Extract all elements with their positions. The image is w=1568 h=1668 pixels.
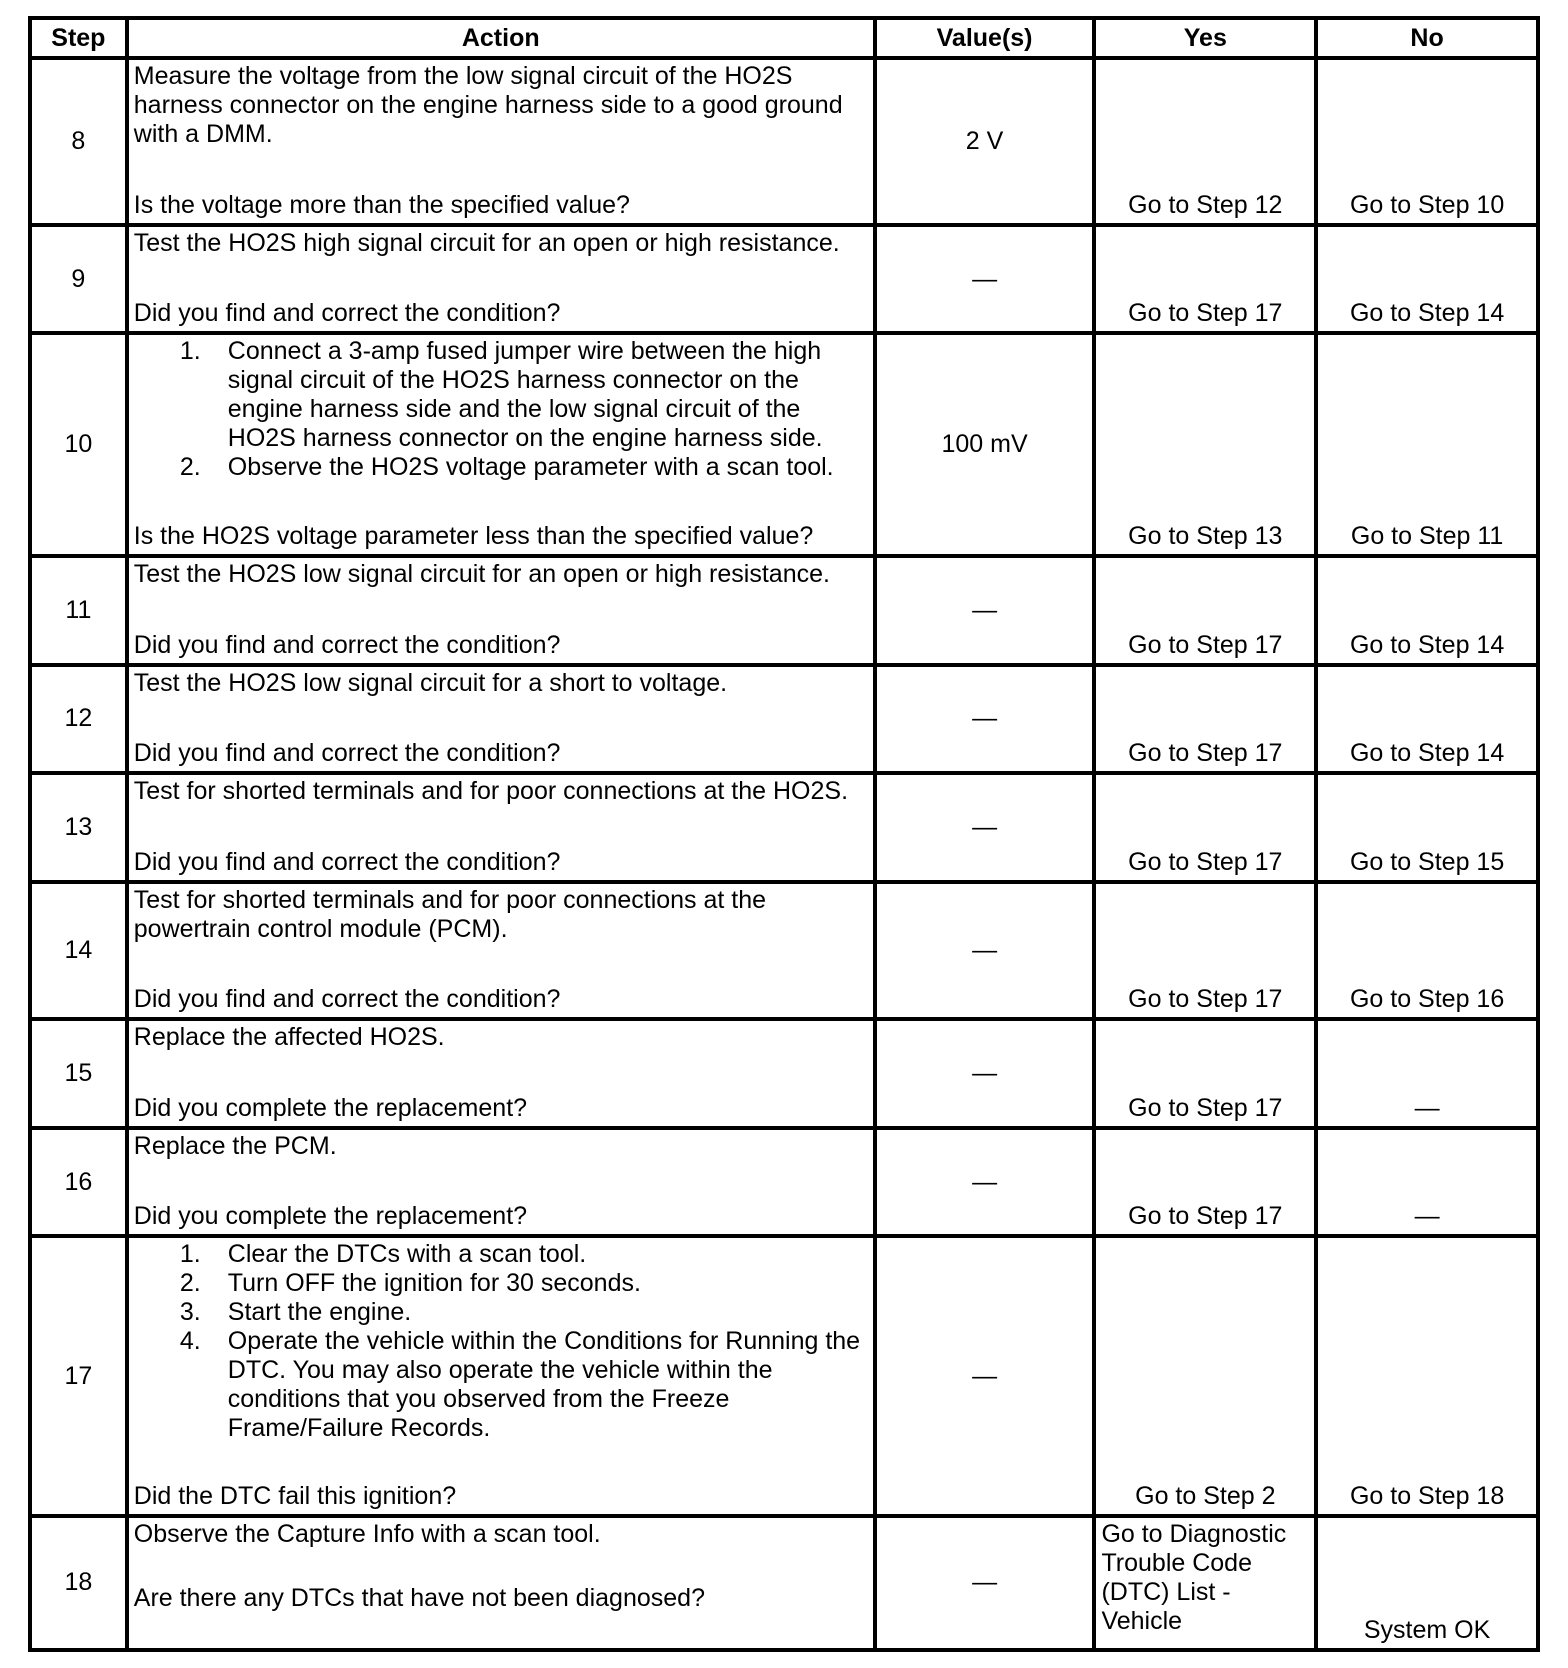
no-cell — [1316, 556, 1538, 665]
action-cell — [127, 225, 875, 334]
action-text: Test the HO2S low signal circuit for a short to voltage. — [133, 668, 728, 697]
step-number: 14 — [30, 882, 127, 1019]
value-cell: — — [875, 665, 1095, 774]
no-text: Go to Step 14 — [1349, 739, 1505, 768]
no-text: Go to Step 14 — [1349, 630, 1505, 659]
action-text: Replace the affected HO2S. — [133, 1023, 445, 1052]
yes-cell — [1094, 333, 1316, 556]
action-text: Test the HO2S low signal circuit for an open or high resistance. — [133, 559, 830, 588]
step-item-text: Operate the vehicle within the Conditions for Running the DTC. You may also operate the vehicle within the conditions that you observed from the Freeze Frame/Failure Records. — [227, 1327, 861, 1443]
step-item-number: 3. — [179, 1298, 201, 1327]
step-number: 16 — [30, 1128, 127, 1237]
no-text: — — [1414, 1202, 1440, 1231]
action-cell — [127, 1516, 875, 1650]
no-cell — [1316, 1236, 1538, 1516]
table-row — [30, 556, 1538, 665]
value-cell: — — [875, 1019, 1095, 1128]
yes-cell — [1094, 1128, 1316, 1237]
no-text: — — [1414, 1093, 1440, 1122]
yes-cell — [1094, 58, 1316, 225]
value-cell: — — [875, 773, 1095, 882]
header-row — [30, 18, 1538, 58]
action-question: Did the DTC fail this ignition? — [133, 1481, 457, 1510]
header-no: No — [1316, 18, 1538, 58]
value-cell: — — [875, 1236, 1095, 1516]
step-number: 12 — [30, 665, 127, 774]
action-cell — [127, 1019, 875, 1128]
action-step-item — [134, 1269, 873, 1298]
no-text: Go to Step 10 — [1349, 190, 1505, 219]
yes-text: Go to Step 17 — [1128, 739, 1283, 768]
action-step-item — [134, 1298, 873, 1327]
action-step-item — [134, 1240, 873, 1269]
yes-text: Go to Step 2 — [1135, 1481, 1276, 1510]
yes-text: Go to Step 17 — [1128, 630, 1283, 659]
action-text: Test for shorted terminals and for poor connections at the HO2S. — [133, 777, 849, 806]
value-cell: — — [875, 1516, 1095, 1650]
no-cell — [1316, 225, 1538, 334]
action-question: Are there any DTCs that have not been diagnosed? — [133, 1583, 705, 1612]
no-cell — [1316, 333, 1538, 556]
action-text: Observe the Capture Info with a scan tool. — [133, 1519, 601, 1548]
no-cell — [1316, 58, 1538, 225]
yes-text: Go to Step 13 — [1128, 521, 1283, 550]
action-text: Replace the PCM. — [133, 1131, 337, 1160]
value-cell: — — [875, 1128, 1095, 1237]
action-cell — [127, 773, 875, 882]
action-cell — [127, 556, 875, 665]
yes-text: Go to Step 17 — [1128, 299, 1283, 328]
yes-cell — [1094, 882, 1316, 1019]
table-row — [30, 1019, 1538, 1128]
action-step-item — [134, 1327, 873, 1443]
action-question: Did you find and correct the condition? — [133, 985, 561, 1014]
action-step-item — [134, 453, 873, 482]
no-text: Go to Step 11 — [1350, 521, 1504, 550]
header-yes: Yes — [1094, 18, 1316, 58]
value-cell: 100 mV — [875, 333, 1095, 556]
no-cell — [1316, 773, 1538, 882]
yes-text: Go to Step 17 — [1128, 985, 1283, 1014]
step-item-text: Clear the DTCs with a scan tool. — [227, 1240, 587, 1269]
yes-text: Go to Step 17 — [1128, 1202, 1283, 1231]
value-cell: — — [875, 882, 1095, 1019]
action-question: Did you find and correct the condition? — [133, 299, 561, 328]
action-cell — [127, 665, 875, 774]
action-question: Did you complete the replacement? — [133, 1093, 528, 1122]
header-values: Value(s) — [875, 18, 1095, 58]
step-number: 15 — [30, 1019, 127, 1128]
diagnostic-table — [28, 16, 1540, 1652]
header-step: Step — [30, 18, 127, 58]
yes-cell — [1094, 773, 1316, 882]
yes-cell — [1094, 1019, 1316, 1128]
action-text: Test the HO2S high signal circuit for an open or high resistance. — [133, 228, 840, 257]
step-item-number: 4. — [179, 1327, 201, 1356]
table-row — [30, 882, 1538, 1019]
action-cell — [127, 58, 875, 225]
value-cell: — — [875, 556, 1095, 665]
step-item-text: Start the engine. — [227, 1298, 412, 1327]
value-cell: — — [875, 225, 1095, 334]
no-cell — [1316, 1128, 1538, 1237]
action-cell — [127, 1236, 875, 1516]
action-cell — [127, 333, 875, 556]
step-item-number: 1. — [179, 337, 201, 366]
action-question: Is the HO2S voltage parameter less than the specified value? — [133, 521, 814, 550]
table-row — [30, 333, 1538, 556]
table-row — [30, 225, 1538, 334]
no-cell — [1316, 1019, 1538, 1128]
no-cell — [1316, 882, 1538, 1019]
no-text: Go to Step 14 — [1349, 299, 1505, 328]
step-number: 10 — [30, 333, 127, 556]
action-steps — [134, 1240, 873, 1443]
yes-text: Go to Step 17 — [1128, 847, 1283, 876]
action-question: Did you find and correct the condition? — [133, 630, 561, 659]
yes-cell — [1094, 1236, 1316, 1516]
step-item-text: Turn OFF the ignition for 30 seconds. — [227, 1269, 641, 1298]
table-row — [30, 1236, 1538, 1516]
action-steps — [134, 337, 873, 482]
table-row — [30, 773, 1538, 882]
yes-cell — [1094, 556, 1316, 665]
step-number: 8 — [30, 58, 127, 225]
no-text: System OK — [1363, 1616, 1491, 1644]
table-row — [30, 1516, 1538, 1650]
step-item-number: 1. — [179, 1240, 201, 1269]
step-number: 18 — [30, 1516, 127, 1650]
step-number: 13 — [30, 773, 127, 882]
action-question: Did you complete the replacement? — [133, 1202, 528, 1231]
step-item-text: Connect a 3-amp fused jumper wire between the high signal circuit of the HO2S harness connector on the engine harness side and the low signal circuit of the HO2S harness connector on the engine harness side. — [227, 337, 823, 453]
table-row — [30, 665, 1538, 774]
action-question: Is the voltage more than the specified value? — [133, 190, 630, 219]
action-question: Did you find and correct the condition? — [133, 739, 561, 768]
action-step-item — [134, 337, 873, 453]
action-cell — [127, 882, 875, 1019]
value-cell: 2 V — [875, 58, 1095, 225]
table-row — [30, 1128, 1538, 1237]
yes-cell — [1094, 1516, 1316, 1650]
no-text: Go to Step 18 — [1349, 1481, 1505, 1510]
step-number: 11 — [30, 556, 127, 665]
step-number: 9 — [30, 225, 127, 334]
yes-cell — [1094, 225, 1316, 334]
action-text: Test for shorted terminals and for poor connections at the powertrain control module (PCM). — [133, 885, 767, 943]
action-text: Measure the voltage from the low signal circuit of the HO2S harness connector on the engine harness side to a good ground with a DMM. — [133, 62, 843, 148]
yes-text: Go to Step 12 — [1128, 190, 1283, 219]
no-text: Go to Step 16 — [1349, 985, 1505, 1014]
step-number: 17 — [30, 1236, 127, 1516]
yes-link-dtc-list[interactable]: Go to Diagnostic Trouble Code (DTC) List - Vehicle — [1101, 1519, 1287, 1635]
no-text: Go to Step 15 — [1349, 847, 1505, 876]
step-item-number: 2. — [179, 453, 201, 482]
action-question: Did you find and correct the condition? — [133, 847, 561, 876]
table-row — [30, 58, 1538, 225]
header-action: Action — [127, 18, 875, 58]
action-cell — [127, 1128, 875, 1237]
yes-text: Go to Step 17 — [1128, 1093, 1283, 1122]
no-cell — [1316, 665, 1538, 774]
step-item-number: 2. — [179, 1269, 201, 1298]
yes-cell — [1094, 665, 1316, 774]
no-cell — [1316, 1516, 1538, 1650]
step-item-text: Observe the HO2S voltage parameter with a scan tool. — [227, 453, 834, 482]
